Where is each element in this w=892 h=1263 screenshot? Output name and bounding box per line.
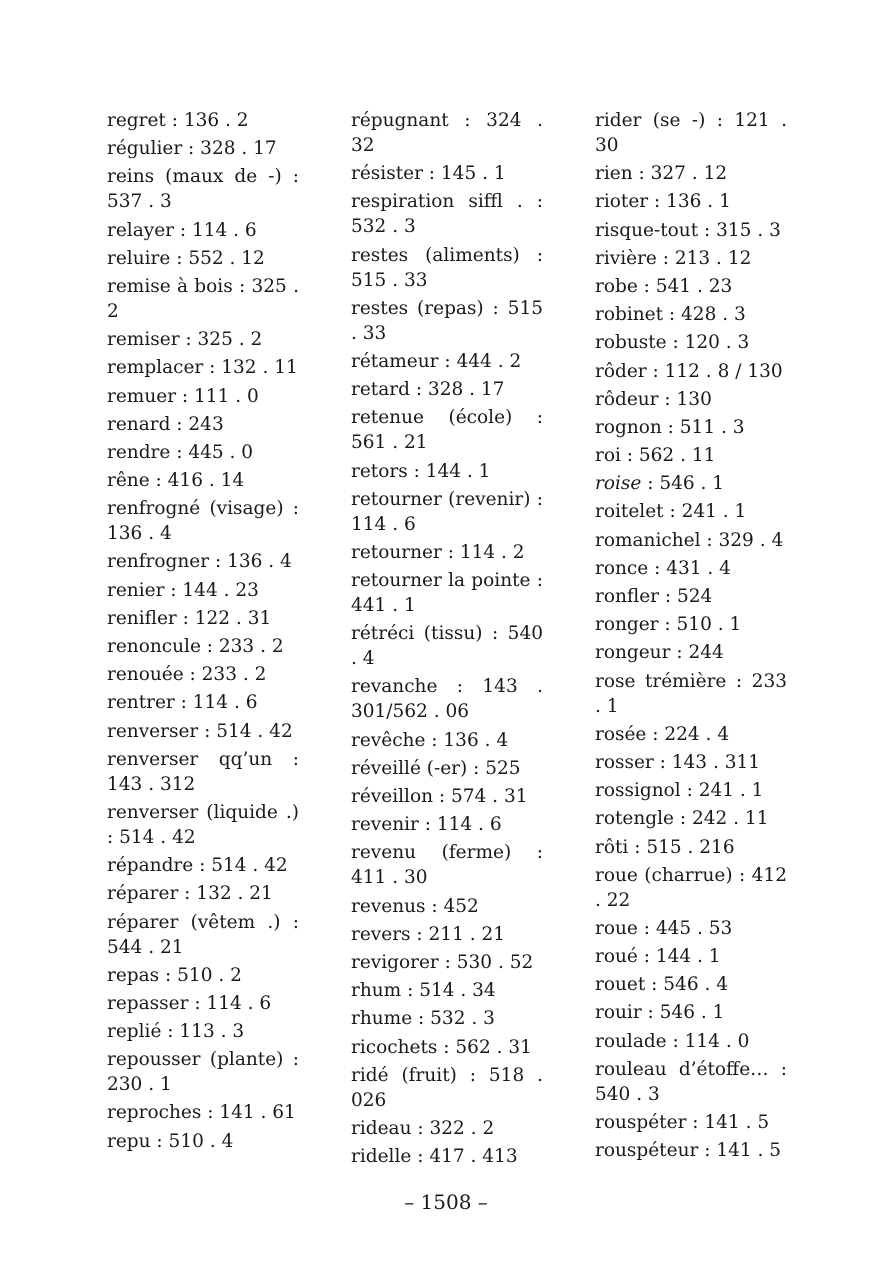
index-entry: risque-tout : 315 . 3 [595,219,781,241]
index-entry: rossignol : 241 . 1 [595,780,764,802]
index-entry: regret : 136 . 2 [107,110,249,131]
index-entry: rétréci (tissu) : 540 . 4 [351,623,543,670]
index-entry: répandre : 514 . 42 [107,855,288,877]
index-entry: remuer : 111 . 0 [107,385,259,407]
index-entry: restes (repas) : 515 . 33 [351,297,543,344]
index-entry: revenus : 452 [351,895,479,917]
index-entry: repas : 510 . 2 [107,964,242,986]
index-entry: rôdeur : 130 [595,388,712,410]
index-entry: réparer : 132 . 21 [107,883,273,905]
index-entry: relayer : 114 . 6 [107,219,257,241]
index-column-2 [351,108,543,1172]
index-entry: rhum : 514 . 34 [351,980,496,1002]
index-entry: revigorer : 530 . 52 [351,951,534,973]
index-entry: retors : 144 . 1 [351,460,491,482]
index-entry: rouleau d’étoffe… : 540 . 3 [595,1058,787,1105]
index-entry: retenue (école) : 561 . 21 [351,407,543,454]
index-entry: ronce : 431 . 4 [595,557,731,579]
index-entry: retard : 328 . 17 [351,379,505,401]
index-entry: remise à bois : 325 . 2 [107,275,299,322]
index-entry: rose trémière : 233 . 1 [595,670,787,717]
index-headword: roise [595,473,642,495]
index-entry: rotengle : 242 . 11 [595,808,769,830]
index-entry: renfrogné (visage) : 136 . 4 [107,498,299,545]
index-entry: rideau : 322 . 2 [351,1117,495,1139]
index-entry: roitelet : 241 . 1 [595,501,747,523]
index-entry: réveillon : 574 . 31 [351,786,528,807]
index-entry: rosée : 224 . 4 [595,723,730,745]
index-entry: replié : 113 . 3 [107,1021,245,1043]
index-entry: roué : 144 . 1 [595,946,721,968]
index-reference: : 546 . 1 [641,473,725,495]
index-entry: rendre : 445 . 0 [107,441,254,463]
index-entry: revenu (ferme) : 411 . 30 [351,842,543,889]
index-entry: roue : 445 . 53 [595,917,733,939]
index-entry: rétameur : 444 . 2 [351,350,522,372]
index-entry: rouet : 546 . 4 [595,974,728,996]
index-column-1 [107,108,299,1157]
index-entry: ridelle : 417 . 413 [351,1146,518,1168]
index-entry: ricochets : 562 . 31 [351,1036,532,1058]
index-entry: renifler : 122 . 31 [107,607,272,629]
index-entry: repousser (plante) : 230 . 1 [107,1049,299,1096]
index-entry: renverser : 514 . 42 [107,720,293,742]
index-entry: ronger : 510 . 1 [595,614,742,636]
index-entry: respiration siffl . : 532 . 3 [351,191,543,238]
index-entry: rivière : 213 . 12 [595,247,752,269]
index-entry: régulier : 328 . 17 [107,138,277,160]
index-entry: retourner (revenir) : 114 . 6 [351,488,543,535]
index-entry: rouspéteur : 141 . 5 [595,1140,782,1162]
index-entry: revers : 211 . 21 [351,923,506,945]
index-entry: retourner la pointe : 441 . 1 [351,570,543,617]
index-entry: rhume : 532 . 3 [351,1008,495,1030]
index-entry: repasser : 114 . 6 [107,992,272,1014]
index-entry: reproches : 141 . 61 [107,1102,296,1124]
index-entry: réparer (vêtem .) : 544 . 21 [107,911,299,958]
index-entry: renouée : 233 . 2 [107,664,267,686]
index-entry: rongeur : 244 [595,642,724,664]
index-entry: reins (maux de -) : 537 . 3 [107,166,299,213]
index-entry: rouir : 546 . 1 [595,1002,725,1024]
index-entry: robuste : 120 . 3 [595,332,750,354]
index-entry: revanche : 143 . 301/562 . 06 [351,676,543,723]
index-entry: roue (charrue) : 412 . 22 [595,864,787,911]
index-entry: réveillé (-er) : 525 [351,757,521,779]
index-entry: robinet : 428 . 3 [595,304,746,326]
index-entry: remiser : 325 . 2 [107,329,263,351]
index-entry: romanichel : 329 . 4 [595,529,784,551]
index-entry: repu : 510 . 4 [107,1130,234,1152]
index-entry: remplacer : 132 . 11 [107,357,298,379]
index-entry: rosser : 143 . 311 [595,751,761,773]
index-entry: renfrogner : 136 . 4 [107,551,292,573]
index-entry: ridé (fruit) : 518 . 026 [351,1064,543,1111]
index-entry: rentrer : 114 . 6 [107,692,258,714]
index-entry: rôder : 112 . 8 / 130 [595,360,783,382]
index-entry: rien : 327 . 12 [595,163,728,185]
index-entry: roulade : 114 . 0 [595,1030,750,1052]
index-entry: revêche : 136 . 4 [351,729,509,751]
index-entry: rêne : 416 . 14 [107,470,245,492]
index-entry: répugnant : 324 . 32 [351,110,543,156]
index-entry: reluire : 552 . 12 [107,247,265,269]
index-entry: renverser (liquide .) : 514 . 42 [107,801,299,848]
index-entry: ronfler : 524 [595,586,713,607]
index-entry: robe : 541 . 23 [595,275,733,297]
index-entry: résister : 145 . 1 [351,163,506,185]
index-entry: renard : 243 [107,413,224,435]
index-entry: rouspéter : 141 . 5 [595,1112,770,1133]
index-entry: renverser qq’un : 143 . 312 [107,748,299,795]
page-number: – 1508 – [404,1190,488,1214]
index-entry: rognon : 511 . 3 [595,416,745,438]
index-entry: restes (aliments) : 515 . 33 [351,244,543,291]
index-entry: retourner : 114 . 2 [351,541,525,563]
index-entry: roi : 562 . 11 [595,445,716,467]
index-entry [595,471,787,496]
index-entry: rioter : 136 . 1 [595,191,731,213]
index-entry: rider (se -) : 121 . 30 [595,110,787,156]
index-entry: renier : 144 . 23 [107,579,259,601]
index-entry: renoncule : 233 . 2 [107,636,284,657]
index-column-3 [595,108,787,1166]
index-entry: rôti : 515 . 216 [595,836,735,858]
index-entry: revenir : 114 . 6 [351,814,502,836]
